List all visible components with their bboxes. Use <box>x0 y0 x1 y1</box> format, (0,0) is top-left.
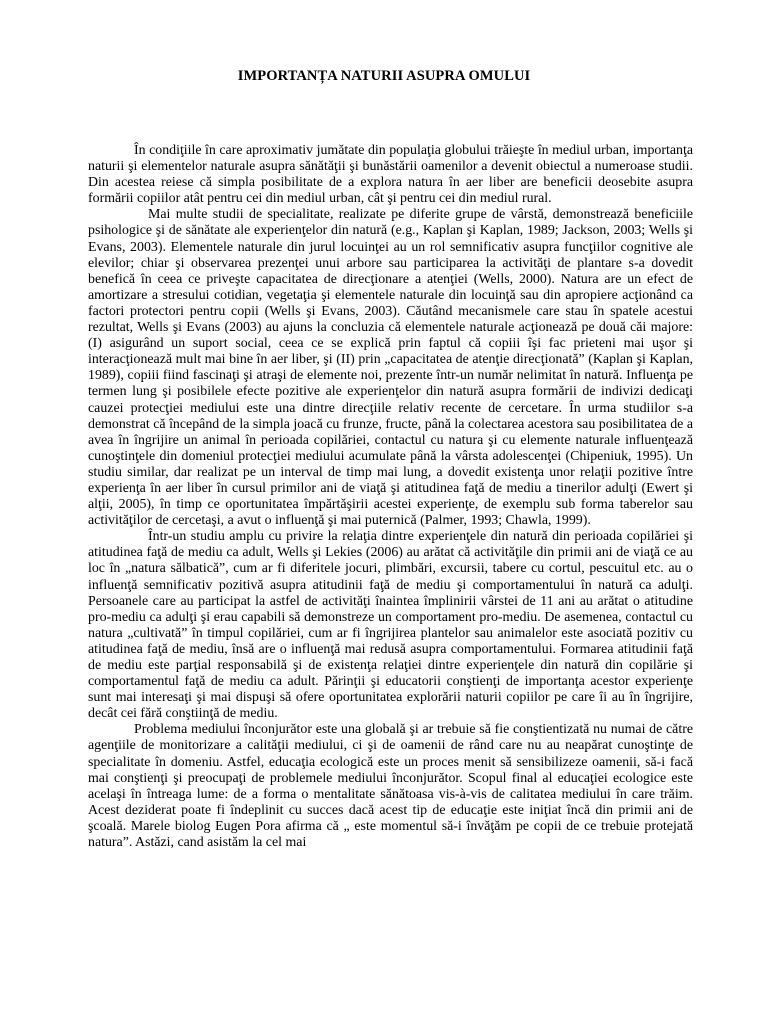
paragraph-studies: Mai multe studii de specialitate, realizate pe diferite grupe de vârstă, demonstrează beneficiile psihologice şi de sănătate ale experienţelor din natură (e.g., Kaplan şi Kaplan, 1989; Jackson, 2003; Wells şi Evans, 2003). Elementele naturale din jurul locuinţei au un rol semnificativ asupra funcţiilor cognitive ale elevilor; chiar şi observarea prezenţei unui arbore sau participarea la activităţi de plantare s-a dovedit benefică în ceea ce priveşte capacitatea de direcţionare a atenţiei (Wells, 2000). Natura are un efect de amortizare a stresului cotidian, vegetaţia şi elementele naturale din locuinţă sau din apropiere acţionând ca factori protectori pentru copii (Wells şi Evans, 2003). Căutând mecanismele care stau în spatele acestui rezultat, Wells şi Evans (2003) au ajuns la concluzia că elementele naturale acţionează pe două căi majore: (I) asigurând un suport social, ceea ce se explică prin faptul că copiii îşi fac prieteni mai uşor şi interacţionează mult mai bine în aer liber, şi (II) prin „capacitatea de atenţie direcţionată” (Kaplan şi Kaplan, 1989), copiii fiind fascinaţi şi atraşi de elemente noi, prezente într-un număr nelimitat în natură. Influenţa pe termen lung şi posibilele efecte pozitive ale experienţelor din natură asupra formării de indivizi dedicaţi cauzei protecţiei mediului este una dintre direcţiile relativ recente de cercetare. În urma studiilor s-a demonstrat că începând de la simpla joacă cu frunze, fructe, până la colectarea acestora sau posibilitatea de a avea în îngrijire un animal în perioada copilăriei, contactul cu natura şi cu elemente naturale influenţează cunoştinţele din domeniul protecţiei mediului acumulate până la vârsta adolescenţei (Chipeniuk, 1995). Un studiu similar, dar realizat pe un interval de timp mai lung, a dovedit existenţa unor relaţii pozitive între experienţa în aer liber în cursul primilor ani de viaţă şi atitudinea faţă de mediu a tinerilor adulţi (Ewert şi alţii, 2005), în timp ce oportunitatea împărtăşirii acestei experienţe, de exemplu sub forma taberelor sau activităţilor de cercetaşi, a avut o influenţă şi mai puternică (Palmer, 1993; Chawla, 1999). <box>88 207 693 529</box>
paragraph-intro: În condiţiile în care aproximativ jumătate din populaţia globului trăieşte în mediul urban, importanţa naturii şi elementelor naturale asupra sănătăţii şi bunăstării oamenilor a devenit obiectul a numeroase studii. Din acestea reiese că simpla posibilitate de a explora natura în aer liber are beneficii deosebite asupra formării copiilor atât pentru cei din mediul urban, cât şi pentru cei din mediul rural. <box>88 143 693 207</box>
document-body <box>88 143 693 851</box>
paragraph-childhood-study: Într-un studiu amplu cu privire la relaţia dintre experienţele din natură din perioada copilăriei şi atitudinea faţă de mediu ca adult, Wells şi Lekies (2006) au arătat că activităţile din primii ani de viaţă ce au loc în „natura sălbatică”, cum ar fi diferitele jocuri, plimbări, excursii, tabere cu cortul, pescuitul etc. au o influenţă semnificativ pozitivă asupra atitudinii faţă de mediu şi comportamentului în natură ca adulţi. Persoanele care au participat la astfel de activităţi înaintea împlinirii vârstei de 11 ani au arătat o atitudine pro-mediu ca adulţi şi erau capabili să demonstreze un comportament pro-mediu. De asemenea, contactul cu natura „cultivată” în timpul copilăriei, cum ar fi îngrijirea plantelor sau animalelor este asociată pozitiv cu atitudinea faţă de mediu, însă are o influenţă mai redusă asupra comportamentului. Formarea atitudinii faţă de mediu este parţial responsabilă şi de existenţa relaţiei dintre experienţele din natură din copilărie şi comportamentul faţă de mediu ca adult. Părinţii şi educatorii conştienţi de importanţa acestor experienţe sunt mai interesaţi şi mai dispuşi să ofere oportunitatea explorării naturii copiilor pe care îi au în îngrijire, decât cei fără conştiinţă de mediu. <box>88 529 693 722</box>
paragraph-environment-problem: Problema mediului înconjurător este una globală şi ar trebuie să fie conştientizată nu numai de către agenţiile de monitorizare a calităţii mediului, ci şi de oamenii de rând care nu au neapărat cunoştinţe de specialitate în domeniu. Astfel, educaţia ecologică este un proces menit să sensibilizeze oamenii, să-i facă mai conştienţi şi preocupaţi de problemele mediului înconjurător. Scopul final al educaţiei ecologice este acelaşi în întreaga lume: de a forma o mentalitate sănătoasa vis-à-vis de calitatea mediului în care trăim. Acest deziderat poate fi îndeplinit cu succes dacă acest tip de educaţie este iniţiat încă din primii ani de şcoală. Marele biolog Eugen Pora afirma că „ este momentul să-i învăţăm pe copii de ce trebuie protejată natura”. Astăzi, cand asistăm la cel mai <box>88 722 693 851</box>
document-title: IMPORTANȚA NATURII ASUPRA OMULUI <box>237 68 531 84</box>
